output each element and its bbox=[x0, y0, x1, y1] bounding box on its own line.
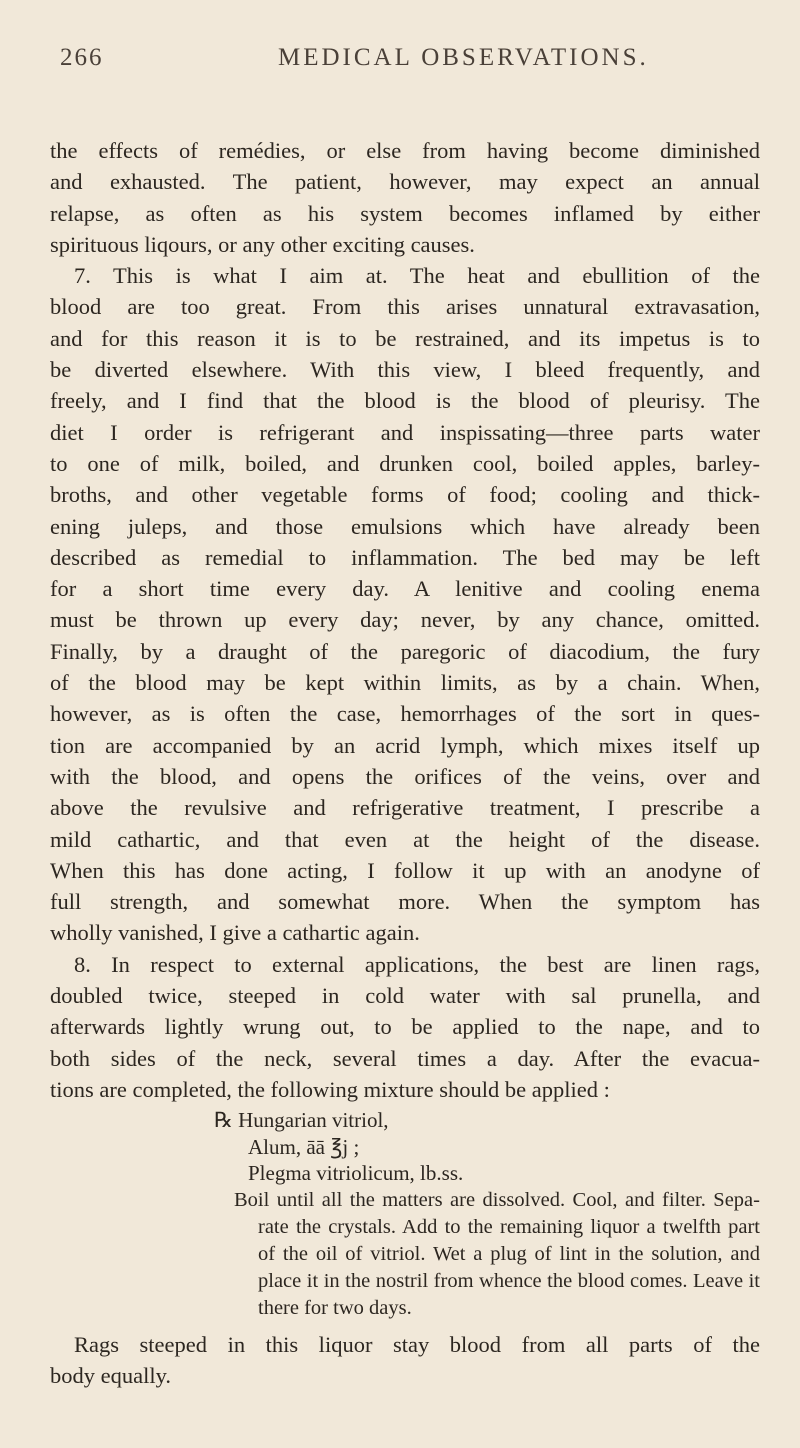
text-line: described as remedial to inflammation. The bed may be left bbox=[50, 544, 760, 570]
recipe-line: ℞ Hungarian vitriol, bbox=[214, 1108, 389, 1133]
text-line: the effects of remédies, or else from having become diminished bbox=[50, 138, 760, 163]
text-line: above the revulsive and refrigerative treatment, I prescribe a bbox=[50, 795, 760, 821]
text-line: tion are accompanied by an acrid lymph, which mixes itself up bbox=[50, 732, 760, 758]
text-line: full strength, and somewhat more. When the symptom has bbox=[50, 889, 760, 915]
recipe-instruction-line: Boil until all the matters are dissolved. Cool, and filter. Sepa- bbox=[234, 1188, 760, 1211]
paragraph-8 bbox=[50, 949, 760, 1105]
text-line: be diverted elsewhere. With this view, I bleed frequently, and bbox=[50, 357, 760, 383]
text-line: body equally. bbox=[50, 1362, 172, 1388]
text-line: and exhausted. The patient, however, may expect an annual bbox=[50, 169, 760, 195]
text-line: Rags steeped in this liquor stay blood from all parts of the bbox=[74, 1331, 760, 1357]
page-body bbox=[50, 135, 760, 1391]
recipe-instruction-line: there for two days. bbox=[258, 1297, 412, 1320]
paragraph-continued bbox=[50, 135, 760, 260]
text-line: of the blood may be kept within limits, as by a chain. When, bbox=[50, 670, 760, 696]
page-number: 266 bbox=[60, 44, 104, 71]
text-line: When this has done acting, I follow it up with an anodyne of bbox=[50, 857, 760, 883]
text-line: relapse, as often as his system becomes inflamed by either bbox=[50, 200, 760, 226]
text-line: blood are too great. From this arises unnatural extravasation, bbox=[50, 294, 760, 320]
text-line: with the blood, and opens the orifices of the veins, over and bbox=[50, 763, 760, 789]
text-line: both sides of the neck, several times a day. After the evacua- bbox=[50, 1045, 760, 1071]
recipe-line: Alum, āā ℥j ; bbox=[248, 1134, 360, 1159]
recipe-instruction-line: place it in the nostril from whence the blood comes. Leave it bbox=[258, 1270, 760, 1293]
text-line: 7. This is what I aim at. The heat and ebullition of the bbox=[74, 263, 760, 289]
running-head: MEDICAL OBSERVATIONS. bbox=[278, 44, 649, 71]
text-line: spirituous liqours, or any other exciting causes. bbox=[50, 231, 475, 257]
text-line: doubled twice, steeped in cold water with sal prunella, and bbox=[50, 983, 760, 1009]
text-line: must be thrown up every day; never, by any chance, omitted. bbox=[50, 607, 760, 633]
recipe-line: Plegma vitriolicum, lb.ss. bbox=[248, 1161, 464, 1186]
text-line: tions are completed, the following mixture should be applied : bbox=[50, 1076, 610, 1102]
text-line: wholly vanished, I give a cathartic again. bbox=[50, 920, 420, 946]
text-line: mild cathartic, and that even at the height of the disease. bbox=[50, 826, 760, 852]
page-header bbox=[60, 44, 760, 84]
paragraph-7 bbox=[50, 260, 760, 949]
recipe-instruction-line: rate the crystals. Add to the remaining liquor a twelfth part bbox=[258, 1215, 760, 1238]
text-line: however, as is often the case, hemorrhages of the sort in ques- bbox=[50, 701, 760, 727]
text-line: diet I order is refrigerant and inspissating—three parts water bbox=[50, 419, 760, 445]
text-line: freely, and I find that the blood is the blood of pleurisy. The bbox=[50, 388, 760, 414]
text-line: afterwards lightly wrung out, to be applied to the nape, and to bbox=[50, 1014, 760, 1040]
text-line: broths, and other vegetable forms of food; cooling and thick- bbox=[50, 482, 760, 508]
recipe-instruction-line: of the oil of vitriol. Wet a plug of lint in the solution, and bbox=[258, 1243, 760, 1266]
text-line: for a short time every day. A lenitive and cooling enema bbox=[50, 576, 760, 602]
recipe bbox=[50, 1107, 760, 1322]
text-line: and for this reason it is to be restrained, and its impetus is to bbox=[50, 325, 760, 351]
closing-paragraph bbox=[50, 1329, 760, 1392]
text-line: Finally, by a draught of the paregoric of diacodium, the fury bbox=[50, 638, 760, 664]
text-line: to one of milk, boiled, and drunken cool, boiled apples, barley- bbox=[50, 450, 760, 476]
text-line: ening juleps, and those emulsions which have already been bbox=[50, 513, 760, 539]
text-line: 8. In respect to external applications, the best are linen rags, bbox=[74, 951, 760, 977]
